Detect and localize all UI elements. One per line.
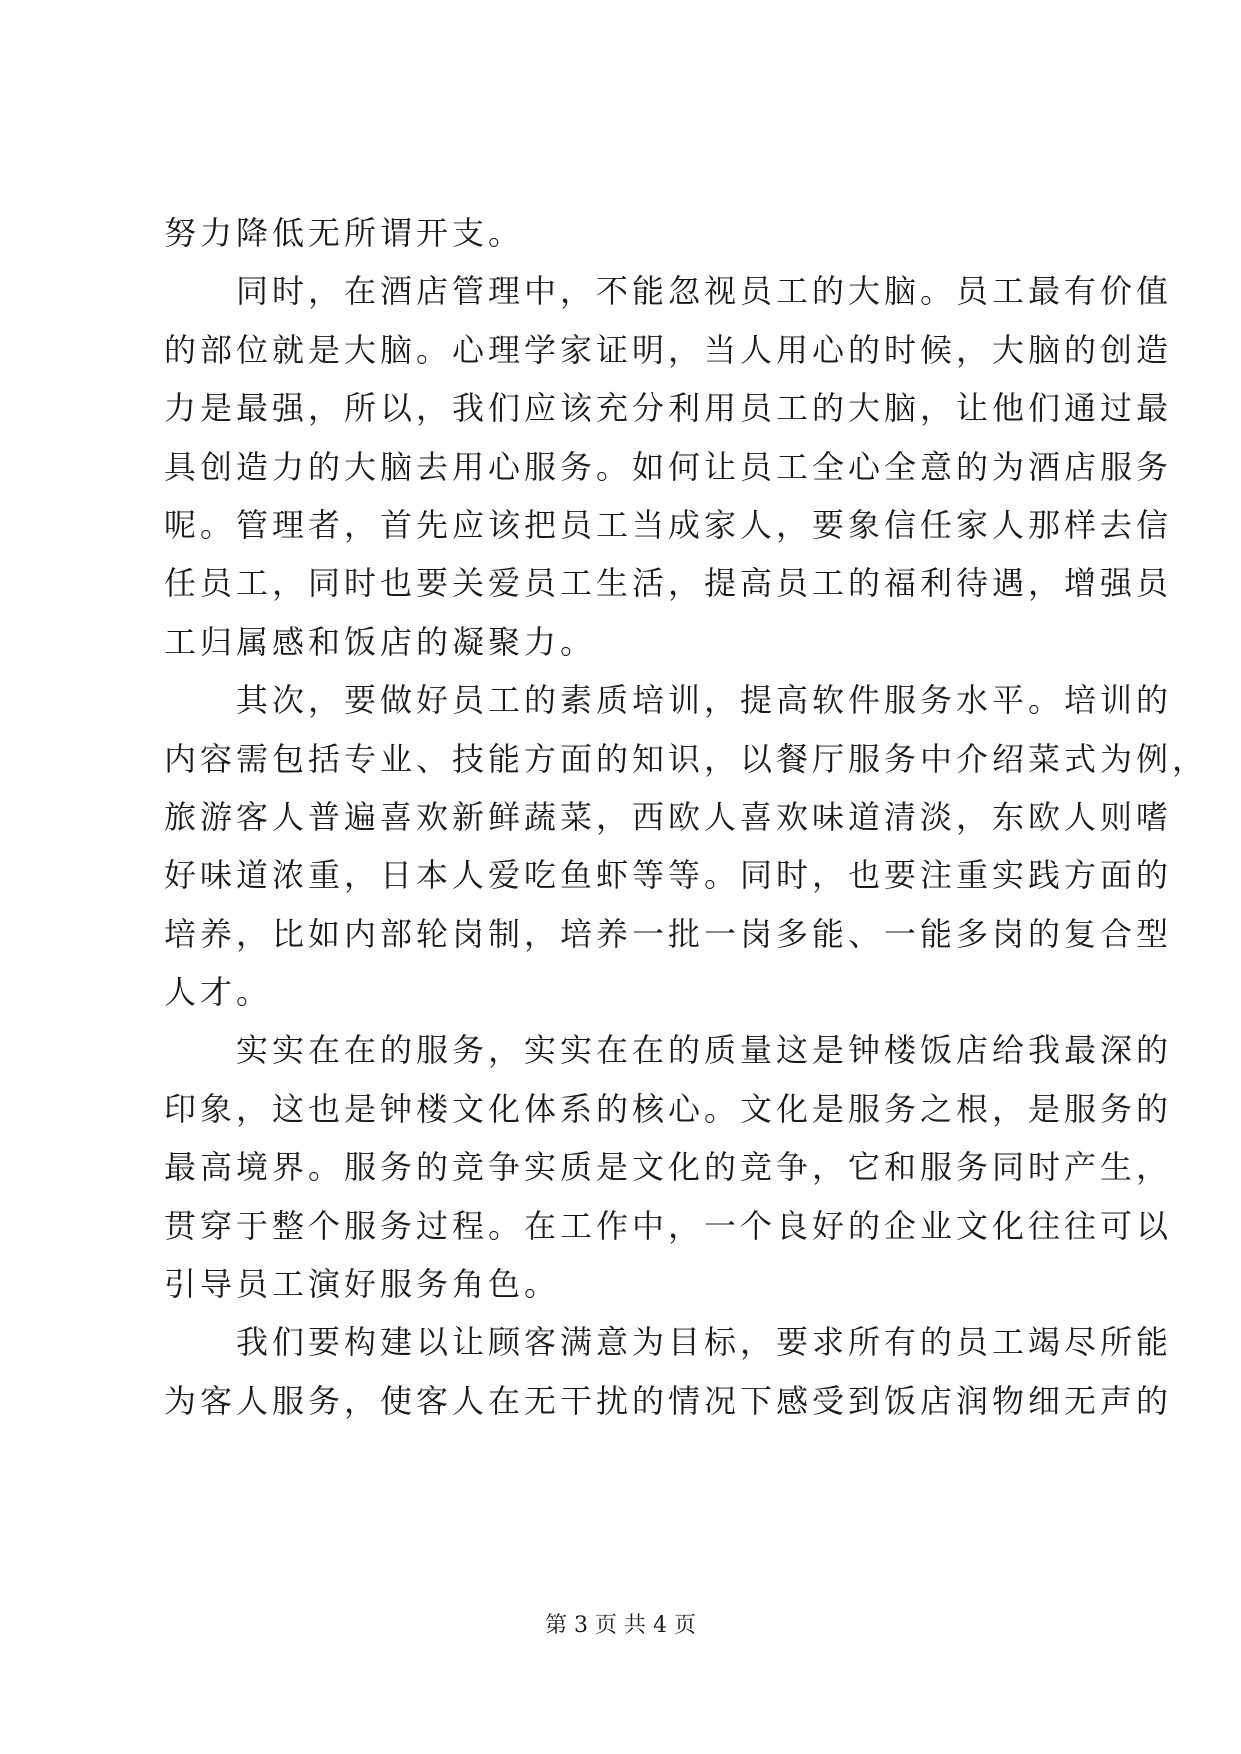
page-number-footer: 第 3 页 共 4 页 xyxy=(545,1613,696,1638)
text-line: 内容需包括专业、技能方面的知识，以餐厅服务中介绍菜式为例， xyxy=(164,739,1209,778)
text-line: 培养，比如内部轮岗制，培养一批一岗多能、一能多岗的复合型 xyxy=(164,914,1173,953)
text-line: 最高境界。服务的竞争实质是文化的竞争，它和服务同时产生， xyxy=(164,1148,1173,1187)
paragraph xyxy=(164,262,1173,671)
text-line: 工归属感和饭店的凝聚力。 xyxy=(164,622,597,661)
text-line: 引导员工演好服务角色。 xyxy=(164,1265,561,1304)
text-line: 呢。管理者，首先应该把员工当成家人，要象信任家人那样去信 xyxy=(164,505,1173,544)
text-line: 同时，在酒店管理中，不能忽视员工的大脑。员工最有价值 xyxy=(236,272,1173,311)
paragraph xyxy=(164,671,1209,1021)
paragraph xyxy=(164,204,1092,262)
document-body xyxy=(164,204,1209,1430)
text-line: 力是最强，所以，我们应该充分利用员工的大脑，让他们通过最 xyxy=(164,389,1173,428)
text-line: 好味道浓重，日本人爱吃鱼虾等等。同时，也要注重实践方面的 xyxy=(164,856,1173,895)
text-line: 实实在在的服务，实实在在的质量这是钟楼饭店给我最深的 xyxy=(236,1031,1173,1070)
text-line: 的部位就是大脑。心理学家证明，当人用心的时候，大脑的创造 xyxy=(164,330,1173,369)
text-line: 我们要构建以让顾客满意为目标，要求所有的员工竭尽所能 xyxy=(236,1323,1173,1362)
paragraph xyxy=(164,1021,1173,1313)
text-line: 旅游客人普遍喜欢新鲜蔬菜，西欧人喜欢味道清淡，东欧人则嗜 xyxy=(164,797,1173,836)
paragraph xyxy=(164,1313,1173,1430)
text-line: 其次，要做好员工的素质培训，提高软件服务水平。培训的 xyxy=(236,681,1173,720)
text-line: 具创造力的大脑去用心服务。如何让员工全心全意的为酒店服务 xyxy=(164,447,1173,486)
text-line: 努力降低无所谓开支。 xyxy=(164,214,525,252)
text-line: 任员工，同时也要关爱员工生活，提高员工的福利待遇，增强员 xyxy=(164,564,1173,603)
text-line: 印象，这也是钟楼文化体系的核心。文化是服务之根，是服务的 xyxy=(164,1089,1173,1128)
text-line: 为客人服务，使客人在无干扰的情况下感受到饭店润物细无声的 xyxy=(164,1381,1173,1420)
text-line: 人才。 xyxy=(164,973,273,1012)
text-line: 贯穿于整个服务过程。在工作中，一个良好的企业文化往往可以 xyxy=(164,1206,1173,1245)
